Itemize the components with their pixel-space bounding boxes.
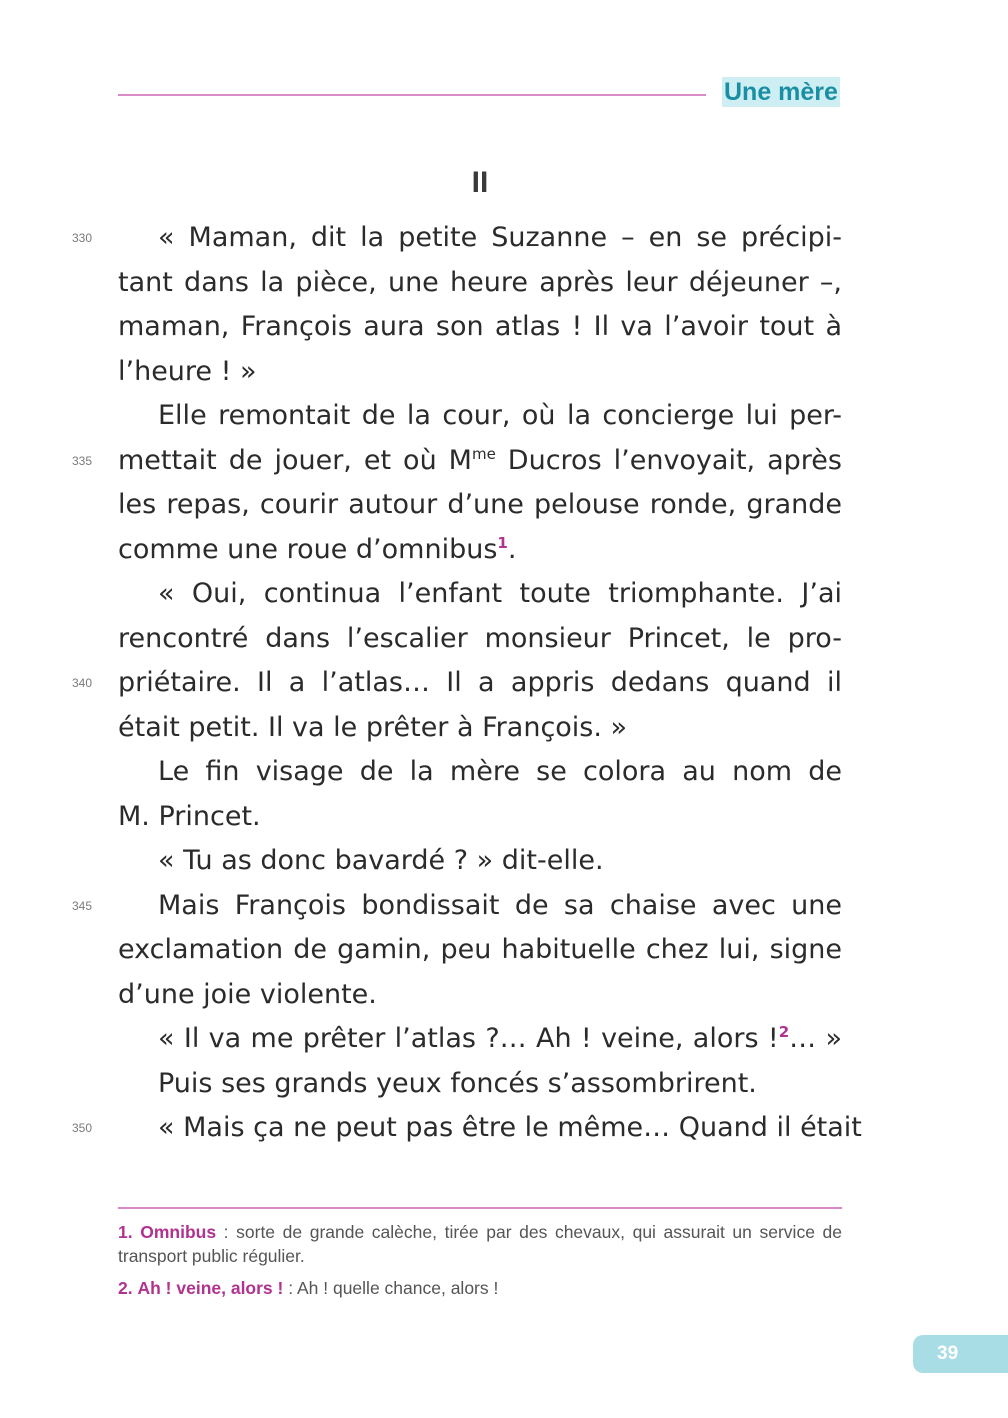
header-rule xyxy=(118,94,706,96)
line-number: 345 xyxy=(72,898,93,913)
footnote-text: : sorte de grande calèche, tirée par des chevaux, qui assurait un service de transport public régulier. xyxy=(118,1222,842,1266)
text-line xyxy=(118,928,842,973)
text-line xyxy=(72,439,842,484)
footnote-number: 2. xyxy=(118,1278,133,1298)
text-segment: « Oui, continua l’enfant toute triomphante. J’ai xyxy=(158,578,842,609)
footnote-rule xyxy=(118,1207,842,1209)
text-segment: « Tu as donc bavardé ? » dit-elle. xyxy=(158,845,604,876)
page-number: 39 xyxy=(913,1335,1008,1373)
text-segment: comme une roue d’omnibus xyxy=(118,533,498,565)
text-segment: maman, François aura son atlas ! Il va l’avoir tout à xyxy=(118,311,842,342)
text-segment: « Maman, dit la petite Suzanne – en se précipi- xyxy=(158,222,842,253)
text-line xyxy=(72,1106,862,1151)
text-segment: « Il va me prêter l’atlas ?… Ah ! veine, alors ! xyxy=(158,1023,779,1054)
text-segment: exclamation de gamin, peu habituelle chez lui, signe xyxy=(118,934,842,965)
text-line xyxy=(118,305,842,350)
text-segment: d’une joie violente. xyxy=(118,978,377,1010)
text-line xyxy=(118,350,842,395)
text-line xyxy=(118,795,842,840)
superscript: me xyxy=(471,444,496,463)
text-line xyxy=(118,617,842,662)
text-segment: Ducros l’envoyait, après xyxy=(495,444,842,476)
footnote-number: 1. xyxy=(118,1222,133,1242)
text-line xyxy=(72,884,842,929)
text-line xyxy=(118,706,842,751)
text-segment: les repas, courir autour d’une pelouse ronde, grande xyxy=(118,489,842,520)
text-line xyxy=(118,483,842,528)
text-segment: Mais François bondissait de sa chaise avec une xyxy=(158,889,842,921)
text-line xyxy=(118,839,842,884)
text-line xyxy=(118,394,842,439)
text-segment: rencontré dans l’escalier monsieur Princet, le pro- xyxy=(118,622,842,654)
footnote-1 xyxy=(118,1220,842,1268)
text-line xyxy=(118,750,842,795)
running-header-title: Une mère xyxy=(724,78,838,106)
text-segment: tant dans la pièce, une heure après leur déjeuner –, xyxy=(118,266,842,298)
line-number: 350 xyxy=(72,1121,93,1135)
footnote-reference: 2 xyxy=(778,1023,790,1041)
text-segment: « Mais ça ne peut pas être le même… Quand il était xyxy=(158,1112,862,1143)
text-segment: Elle remontait de la cour, où la concierge lui per- xyxy=(158,400,842,431)
line-number: 330 xyxy=(72,231,93,245)
text-line xyxy=(72,216,842,261)
text-segment: l’heure ! » xyxy=(118,355,257,387)
text-segment: M. Princet. xyxy=(118,800,261,832)
text-line xyxy=(118,572,842,617)
footnote-term: Ah ! veine, alors ! xyxy=(137,1278,284,1298)
text-segment: priétaire. Il a l’atlas… Il a appris dedans quand il xyxy=(118,667,842,698)
text-segment: mettait de jouer, et où M xyxy=(118,444,472,476)
text-line xyxy=(118,1017,842,1062)
footnote-2 xyxy=(118,1276,842,1300)
body-text xyxy=(72,216,862,1151)
footnote-reference: 1 xyxy=(497,533,508,552)
line-number: 340 xyxy=(72,676,93,690)
footnote-term: Omnibus xyxy=(140,1222,217,1242)
text-segment: Puis ses grands yeux foncés s’assombrirent. xyxy=(158,1067,757,1099)
text-segment: était petit. Il va le prêter à François. » xyxy=(118,711,628,743)
text-segment: Le fin visage de la mère se colora au nom de xyxy=(158,756,842,787)
chapter-number: II xyxy=(471,166,489,199)
text-segment: … » xyxy=(789,1023,842,1054)
text-line xyxy=(72,661,842,706)
text-line xyxy=(118,528,842,573)
text-line xyxy=(118,261,842,306)
footnotes xyxy=(118,1220,842,1308)
text-segment: . xyxy=(507,533,517,565)
text-line xyxy=(118,973,842,1018)
footnote-text: : Ah ! quelle chance, alors ! xyxy=(283,1278,499,1298)
text-line xyxy=(118,1062,842,1107)
line-number: 335 xyxy=(72,453,93,468)
